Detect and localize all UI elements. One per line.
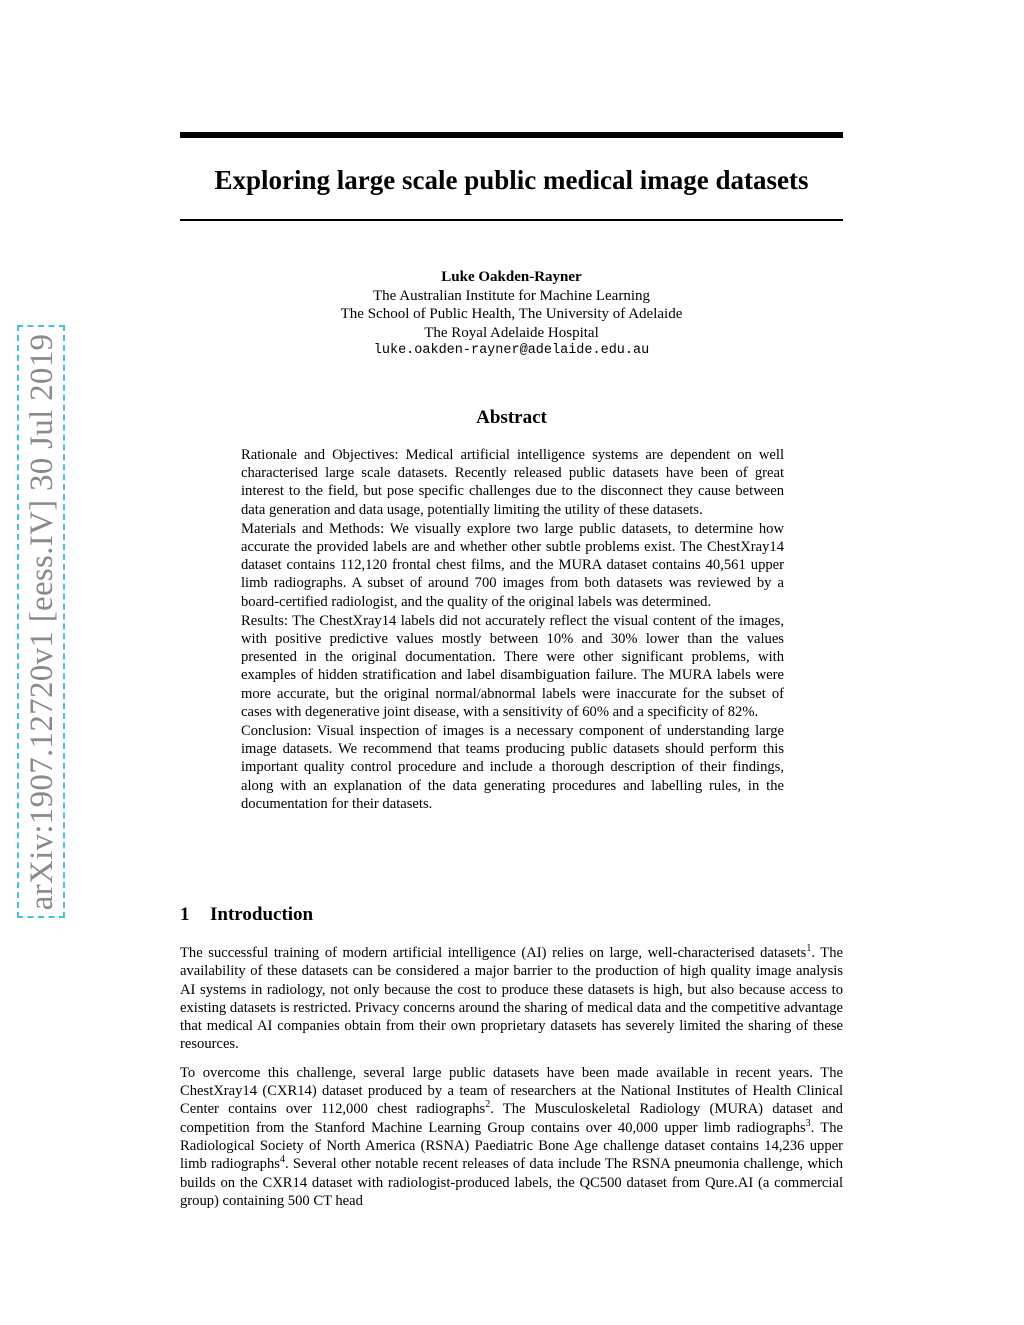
section-heading	[180, 903, 843, 927]
body-paragraph	[180, 1064, 843, 1210]
section-title: Introduction	[210, 904, 314, 925]
author-name: Luke Oakden-Rayner	[441, 269, 582, 285]
abstract-paragraph: Rationale and Objectives: Medical artificial intelligence systems are dependent on well characterised large scale datasets. Recently released public datasets have been of great interest to the field, but pose specific challenges due to the disconnect they cause between data generation and data usage, potentially limiting the utility of these datasets.	[241, 447, 784, 518]
paper-title: Exploring large scale public medical image datasets	[214, 165, 809, 195]
abstract-heading: Abstract	[476, 407, 547, 428]
text-run: . The availability of these datasets can be considered a major barrier to the production of high quality image analysis AI systems in radiology, not only because the cost to produce these datasets is high, but also because access to existing datasets is restricted. Privacy concerns around the sharing of medical data and the competitive advantage that medical AI companies obtain from their own proprietary datasets has severely limited the sharing of these resources.	[180, 945, 843, 1053]
arxiv-identifier: arXiv:1907.12720v1 [eess.IV] 30 Jul 2019	[24, 333, 60, 911]
body-paragraph	[180, 944, 843, 1054]
body-text	[180, 944, 843, 1220]
text-run: To overcome this challenge, several large public datasets have been made available in recent years. The ChestXray14 (CXR14) dataset produced by a team of researchers at the National Institutes of Health Clinical Center contains over 112,000 chest radiographs	[180, 1064, 843, 1118]
author-affiliation: The School of Public Health, The University of Adelaide	[340, 306, 683, 322]
text-run: The successful training of modern artificial intelligence (AI) relies on large, well-characterised datasets	[180, 945, 807, 961]
title-bottom-rule	[180, 219, 843, 221]
text-run: . The Radiological Society of North America (RSNA) Paediatric Bone Age challenge dataset contains 14,236 upper limb radiographs	[180, 1119, 843, 1173]
abstract-paragraph: Results: The ChestXray14 labels did not accurately reflect the visual content of the images, with positive predictive values mostly between 10% and 30% lower than the values presented in the original documentation. There were other significant problems, with examples of hidden stratification and label disambiguation failure. The MURA labels were more accurate, but the original normal/abnormal labels were inaccurate for the subset of cases with degenerative joint disease, with a sensitivity of 60% and a specificity of 82%.	[241, 612, 784, 720]
abstract-paragraph: Conclusion: Visual inspection of images is a necessary component of understanding large image datasets. We recommend that teams producing public datasets should perform this important quality control procedure and include a thorough description of their findings, along with an explanation of the data generating procedures and labelling rules, in the documentation for their datasets.	[241, 723, 784, 812]
title-top-rule	[180, 132, 843, 138]
abstract-paragraph: Materials and Methods: We visually explore two large public datasets, to determine how accurate the provided labels are and whether other subtle problems exist. The ChestXray14 dataset contains 112,120 frontal chest films, and the MURA dataset contains 40,561 upper limb radiographs. A subset of around 700 images from both datasets was reviewed by a board-certified radiologist, and the quality of the original labels was determined.	[241, 520, 784, 610]
abstract-body	[241, 446, 784, 814]
author-affiliation: The Royal Adelaide Hospital	[424, 324, 599, 341]
citation-ref[interactable]: 4	[279, 1154, 285, 1166]
author-email: luke.oakden-rayner@adelaide.edu.au	[373, 343, 650, 358]
citation-ref[interactable]: 1	[806, 943, 812, 955]
text-run: . Several other notable recent releases of data include The RSNA pneumonia challenge, which builds on the CXR14 dataset with radiologist-produced labels, the QC500 dataset from Qure.AI (a commercial group) containing 500 CT head	[180, 1156, 843, 1209]
citation-ref[interactable]: 2	[485, 1099, 491, 1111]
author-affiliation: The Australian Institute for Machine Learning	[373, 287, 650, 304]
text-run: . The Musculoskeletal Radiology (MURA) dataset and competition from the Stanford Machine Learning Group contains over 40,000 upper limb radiographs	[180, 1101, 843, 1136]
citation-ref[interactable]: 3	[805, 1117, 811, 1129]
author-block	[180, 268, 843, 361]
section-number: 1	[180, 904, 190, 925]
